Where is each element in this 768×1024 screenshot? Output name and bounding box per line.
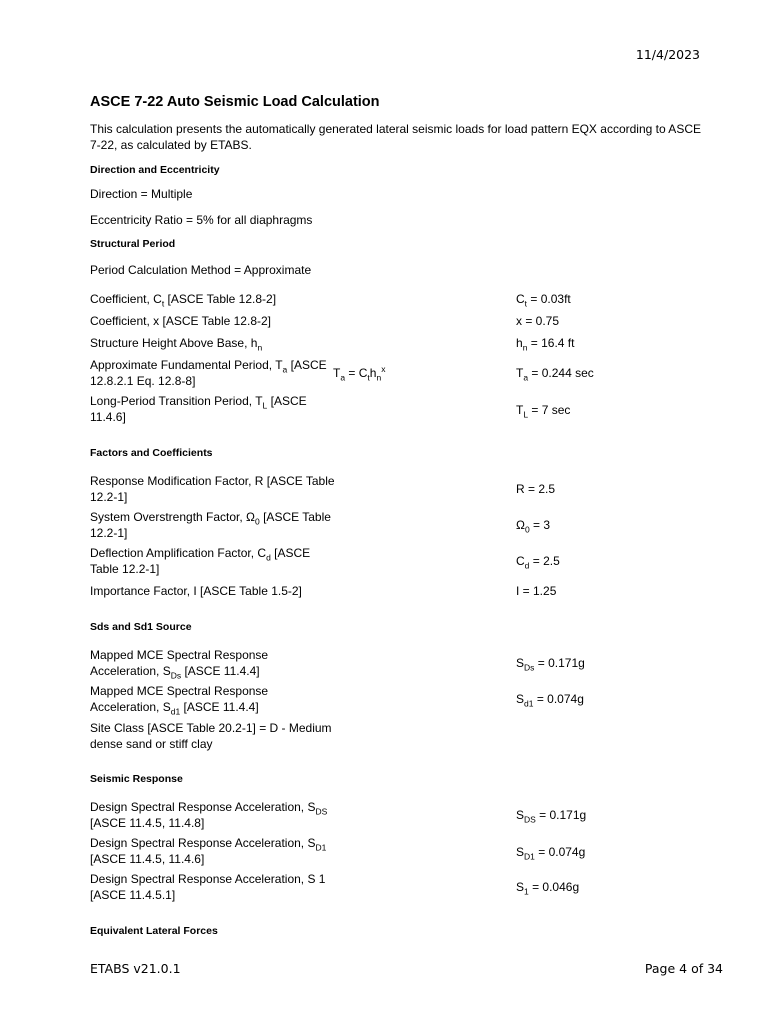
s-one-label: Design Spectral Response Acceleration, S 1 [ASCE 11.4.5.1] [90, 872, 326, 902]
omega-label: System Overstrength Factor, $\Omega_0$ [ASCE Table 12.2-1] [90, 510, 331, 540]
site-class-label: Site Class [ASCE Table 20.2-1] = D - Medium dense sand or stiff clay [90, 721, 332, 751]
ct-value: $C_t = 0.03ft$ [516, 292, 571, 309]
hn-value: $h_n = 16.4$ ft [516, 336, 575, 353]
r-value: R = 2.5 [516, 482, 556, 496]
ss-value: $S_{Ds} = 0.171g$ [516, 656, 585, 673]
source-heading: Sds and Sd1 Source [90, 621, 192, 633]
s1-value: $S_{d1} = 0.074g$ [516, 692, 584, 709]
i-value: I = 1.25 [516, 584, 557, 598]
direction-heading: Direction and Eccentricity [90, 164, 220, 176]
cd-label: Deflection Amplification Factor, $C_d$ [ASCE Table 12.2-1] [90, 546, 311, 576]
response-heading: Seismic Response [90, 773, 183, 785]
x-value: x = 0.75 [516, 314, 560, 328]
hn-label: Structure Height Above Base, $h_n$ [90, 336, 263, 353]
s-one-value: $S_1 = 0.046g$ [516, 880, 580, 897]
report-date: 11/4/2023 [635, 47, 700, 62]
ta-formula: $T_a = C_th_n^x$ [333, 364, 386, 383]
period-method-line: Period Calculation Method = Approximate [90, 263, 312, 277]
sds-label: Design Spectral Response Acceleration, $S_{DS}$ [ASCE 11.4.5, 11.4.8] [90, 800, 328, 830]
intro-paragraph: This calculation presents the automatically generated lateral seismic loads for load pattern EQX according to ASCE 7-22, as calculated by ETABS. [90, 122, 701, 152]
tl-label: Long-Period Transition Period, $T_L$ [ASCE 11.4.6] [90, 394, 307, 424]
sd1-value: $S_{D1} = 0.074g$ [516, 845, 586, 862]
direction-line: Direction = Multiple [90, 187, 193, 201]
factors-heading: Factors and Coefficients [90, 447, 213, 459]
eccentricity-line: Eccentricity Ratio = 5% for all diaphragms [90, 213, 313, 227]
footer-software: ETABS v21.0.1 [90, 961, 181, 976]
page-title: ASCE 7-22 Auto Seismic Load Calculation [90, 94, 380, 110]
i-label: Importance Factor, I [ASCE Table 1.5-2] [90, 584, 302, 598]
ta-label: Approximate Fundamental Period, $T_a$ [ASCE 12.8.2.1 Eq. 12.8-8] [90, 358, 327, 388]
lateral-heading: Equivalent Lateral Forces [90, 925, 218, 937]
omega-value: $\Omega_0 = 3$ [516, 518, 551, 535]
r-label: Response Modification Factor, R [ASCE Table 12.2-1] [90, 474, 335, 504]
footer-page-number: Page 4 of 34 [644, 961, 723, 976]
tl-value: $T_L = 7$ sec [516, 403, 571, 420]
sd1-label: Design Spectral Response Acceleration, $S_{D1}$ [ASCE 11.4.5, 11.4.6] [90, 836, 327, 866]
ta-value: $T_a = 0.244$ sec [516, 366, 594, 383]
sds-value: $S_{DS} = 0.171g$ [516, 808, 587, 825]
cd-value: $C_d = 2.5$ [516, 554, 560, 571]
ct-label: Coefficient, $C_t$ [ASCE Table 12.8-2] [90, 292, 277, 309]
s1-label: Mapped MCE Spectral Response Acceleration, $S_{d1}$ [ASCE 11.4.4] [90, 684, 269, 717]
x-label: Coefficient, x [ASCE Table 12.8-2] [90, 314, 271, 328]
period-heading: Structural Period [90, 238, 176, 250]
ss-label: Mapped MCE Spectral Response Acceleration, $S_{Ds}$ [ASCE 11.4.4] [90, 648, 269, 681]
